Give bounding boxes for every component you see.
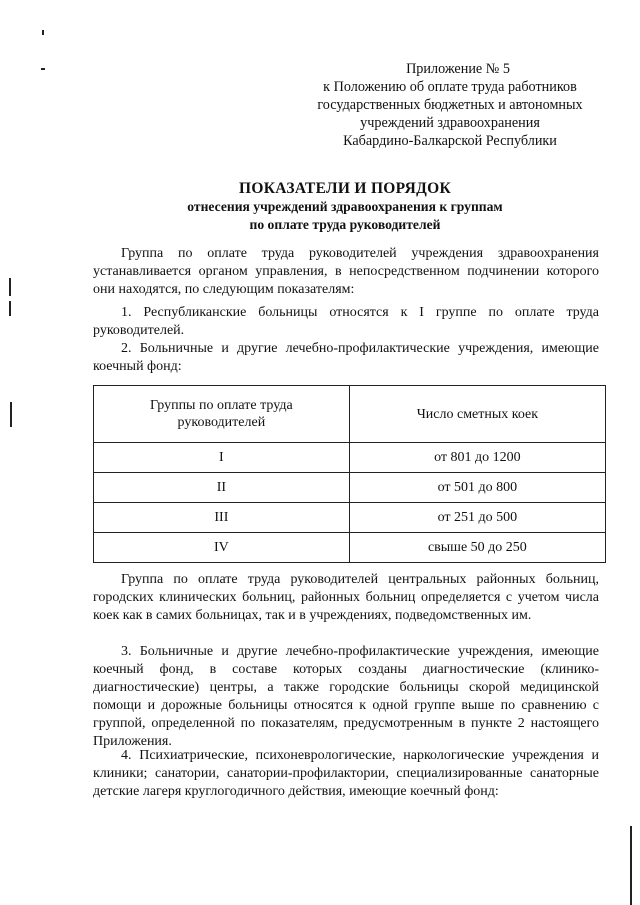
table-header-text: Группы по оплате труда bbox=[150, 398, 293, 413]
group-cell: II bbox=[94, 473, 350, 503]
appendix-line: учреждений здравоохранения bbox=[360, 115, 540, 131]
group-cell: I bbox=[94, 443, 350, 473]
scan-artifact bbox=[9, 301, 11, 316]
scan-artifact bbox=[42, 30, 44, 35]
table-header-row bbox=[94, 386, 606, 443]
table-header-text: руководителей bbox=[177, 415, 266, 430]
document-subtitle-line: по оплате труда руководителей bbox=[249, 217, 441, 232]
beds-cell: от 251 до 500 bbox=[349, 503, 605, 533]
paragraph: Группа по оплате труда руководителей центральных районных больниц, городских клинических больниц, районных больниц определяется с учетом числа коек как в самих больницах, так и в учреждениях, подведомственных им. bbox=[93, 572, 599, 623]
appendix-line: Приложение № 5 bbox=[406, 61, 510, 77]
table-row bbox=[94, 443, 606, 473]
scan-artifact bbox=[9, 278, 11, 296]
scan-artifact bbox=[630, 826, 632, 905]
appendix-line: государственных бюджетных и автономных bbox=[317, 97, 583, 113]
table-row bbox=[94, 473, 606, 503]
table-row bbox=[94, 533, 606, 563]
document-heading bbox=[90, 180, 600, 234]
document-subtitle-line: отнесения учреждений здравоохранения к группам bbox=[187, 199, 503, 214]
bed-groups-table bbox=[93, 385, 606, 563]
scan-artifact bbox=[10, 402, 12, 427]
beds-cell: от 801 до 1200 bbox=[349, 443, 605, 473]
paragraph: 4. Психиатрические, психоневрологические, наркологические учреждения и клиники; санатории, санатории-профилактории, специализированные санаторные детские лагеря круглогодичного действия, имеющие коечный фонд: bbox=[93, 748, 599, 799]
group-cell: IV bbox=[94, 533, 350, 563]
paragraph: Группа по оплате труда руководителей учреждения здравоохранения устанавливается органом управления, в непосредственном подчинении которого они находятся, по следующим показателям: bbox=[93, 246, 599, 297]
appendix-line: Кабардино-Балкарской Республики bbox=[343, 133, 557, 149]
paragraph: 3. Больничные и другие лечебно-профилактические учреждения, имеющие коечный фонд, в составе которых созданы диагностические (клинико-диагностические) центры, а также городские больницы скорой медицинской помощи и дорожные больницы относятся к одной группе выше по сравнению с группой, определенной по показателям, предусмотренным в пункте 2 настоящего Приложения. bbox=[93, 644, 599, 749]
appendix-header bbox=[300, 60, 600, 150]
group-cell: III bbox=[94, 503, 350, 533]
document-title: ПОКАЗАТЕЛИ И ПОРЯДОК bbox=[238, 180, 452, 197]
appendix-line: к Положению об оплате труда работников bbox=[323, 79, 577, 95]
table-row bbox=[94, 503, 606, 533]
table-header-cell: Число сметных коек bbox=[349, 386, 605, 443]
table-header-cell bbox=[94, 386, 350, 443]
beds-cell: свыше 50 до 250 bbox=[349, 533, 605, 563]
paragraph: 2. Больничные и другие лечебно-профилактические учреждения, имеющие коечный фонд: bbox=[93, 341, 599, 374]
paragraph: 1. Республиканские больницы относятся к I группе по оплате труда руководителей. bbox=[93, 305, 599, 338]
beds-cell: от 501 до 800 bbox=[349, 473, 605, 503]
scan-artifact bbox=[41, 68, 45, 70]
